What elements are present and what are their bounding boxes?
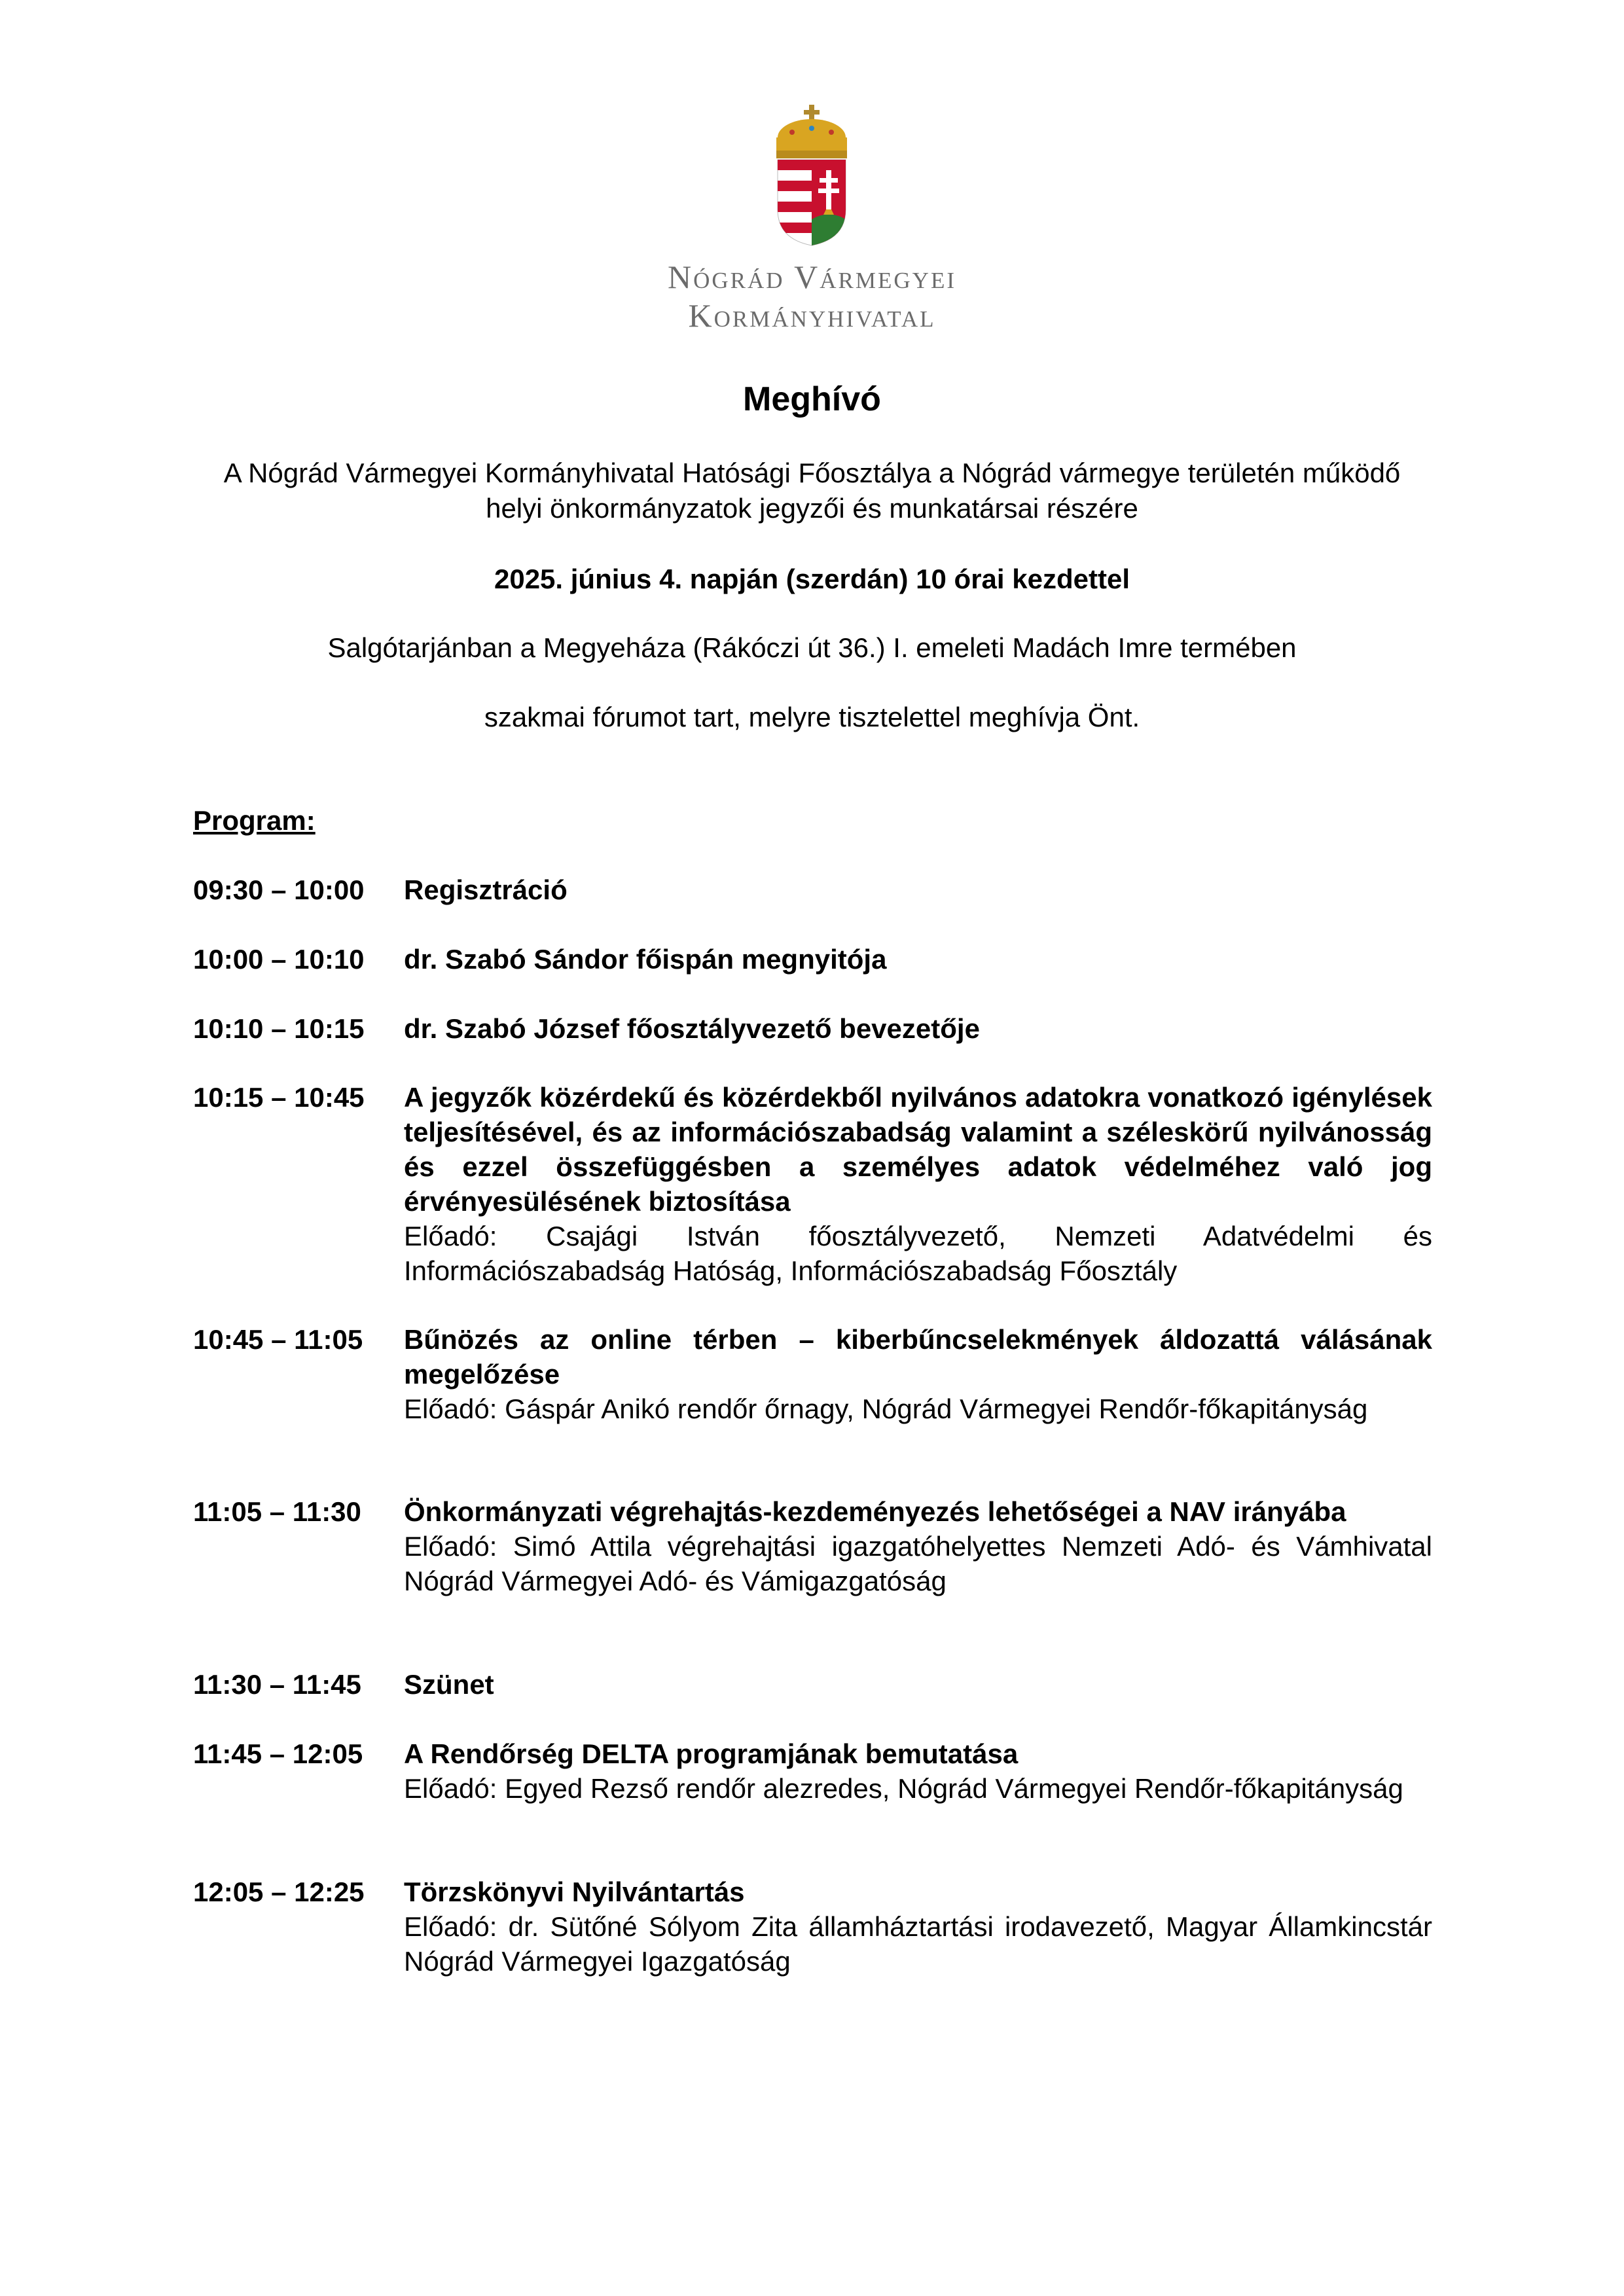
- hungarian-coat-of-arms-icon: [766, 105, 857, 249]
- program-topic: Szünet: [404, 1669, 494, 1700]
- program-time: 09:30 – 10:00: [193, 874, 365, 905]
- program-speaker: Előadó: Simó Attila végrehajtási igazgatóhelyettes Nemzeti Adó- és Vámhivatal Nógrád Vármegyei Adó- és Vámigazgatóság: [404, 1531, 1432, 1596]
- program-speaker: Előadó: Csajági István főosztályvezető, Nemzeti Adatvédelmi és Információszabadság Hatóság, Információszabadság Főosztály: [404, 1221, 1432, 1286]
- program-speaker: Előadó: Gáspár Anikó rendőr őrnagy, Nógrád Vármegyei Rendőr-főkapitányság: [404, 1393, 1368, 1424]
- program-time: 10:10 – 10:15: [193, 1013, 365, 1044]
- program-topic: A jegyzők közérdekű és közérdekből nyilvános adatokra vonatkozó igénylések teljesítésével, és az információszabadság valamint a széleskörű nyilvánosság és ezzel összefüggésben a személyes adatok védelméhez való jog érvényesülésének biztosítása: [404, 1082, 1432, 1217]
- program-time: 11:05 – 11:30: [193, 1496, 361, 1527]
- office-name-line2: Kormányhivatal: [688, 297, 936, 334]
- program-heading: Program:: [193, 805, 316, 836]
- program-content: [404, 942, 1432, 977]
- program-content: [404, 1080, 1432, 1288]
- program-time: 11:45 – 12:05: [193, 1738, 363, 1769]
- program-topic: Önkormányzati végrehajtás-kezdeményezés lehetőségei a NAV irányába: [404, 1496, 1346, 1527]
- program-time: 11:30 – 11:45: [193, 1669, 361, 1700]
- program-time: 10:45 – 11:05: [193, 1324, 363, 1355]
- office-name-line1: Nógrád Vármegyei: [668, 259, 956, 295]
- event-date: 2025. június 4. napján (szerdán) 10 órai kezdettel: [494, 564, 1130, 594]
- program-topic: dr. Szabó József főosztályvezető bevezetője: [404, 1013, 980, 1044]
- program-content: [404, 1874, 1432, 1979]
- program-topic: A Rendőrség DELTA programjának bemutatása: [404, 1738, 1019, 1769]
- program-topic: Törzskönyvi Nyilvántartás: [404, 1876, 745, 1907]
- invitation-text: szakmai fórumot tart, melyre tisztelettel meghívja Önt.: [484, 702, 1140, 732]
- program-time: 12:05 – 12:25: [193, 1876, 365, 1907]
- intro-text: [0, 456, 1624, 526]
- program-content: [404, 1011, 1432, 1046]
- program-content: [404, 1667, 1432, 1702]
- program-topic: Bűnözés az online térben – kiberbűncselekmények áldozattá válásának megelőzése: [404, 1324, 1432, 1390]
- program-speaker: Előadó: Egyed Rezső rendőr alezredes, Nógrád Vármegyei Rendőr-főkapitányság: [404, 1773, 1403, 1804]
- event-venue: Salgótarjánban a Megyeháza (Rákóczi út 36.) I. emeleti Madách Imre termében: [327, 632, 1297, 663]
- program-time: 10:15 – 10:45: [193, 1082, 365, 1113]
- program-speaker: Előadó: dr. Sütőné Sólyom Zita államháztartási irodavezető, Magyar Államkincstár Nógrád Vármegyei Igazgatóság: [404, 1911, 1432, 1977]
- program-content: [404, 1494, 1432, 1598]
- program-topic: Regisztráció: [404, 874, 568, 905]
- intro-paragraph: A Nógrád Vármegyei Kormányhivatal Hatósági Főosztálya a Nógrád vármegye területén működő helyi önkormányzatok jegyzői és munkatársai részére: [223, 457, 1401, 524]
- program-content: [404, 1736, 1432, 1806]
- program-content: [404, 1322, 1432, 1426]
- program-topic: dr. Szabó Sándor főispán megnyitója: [404, 944, 887, 975]
- program-time: 10:00 – 10:10: [193, 944, 365, 975]
- document-title: Meghívó: [743, 380, 881, 418]
- program-content: [404, 872, 1432, 907]
